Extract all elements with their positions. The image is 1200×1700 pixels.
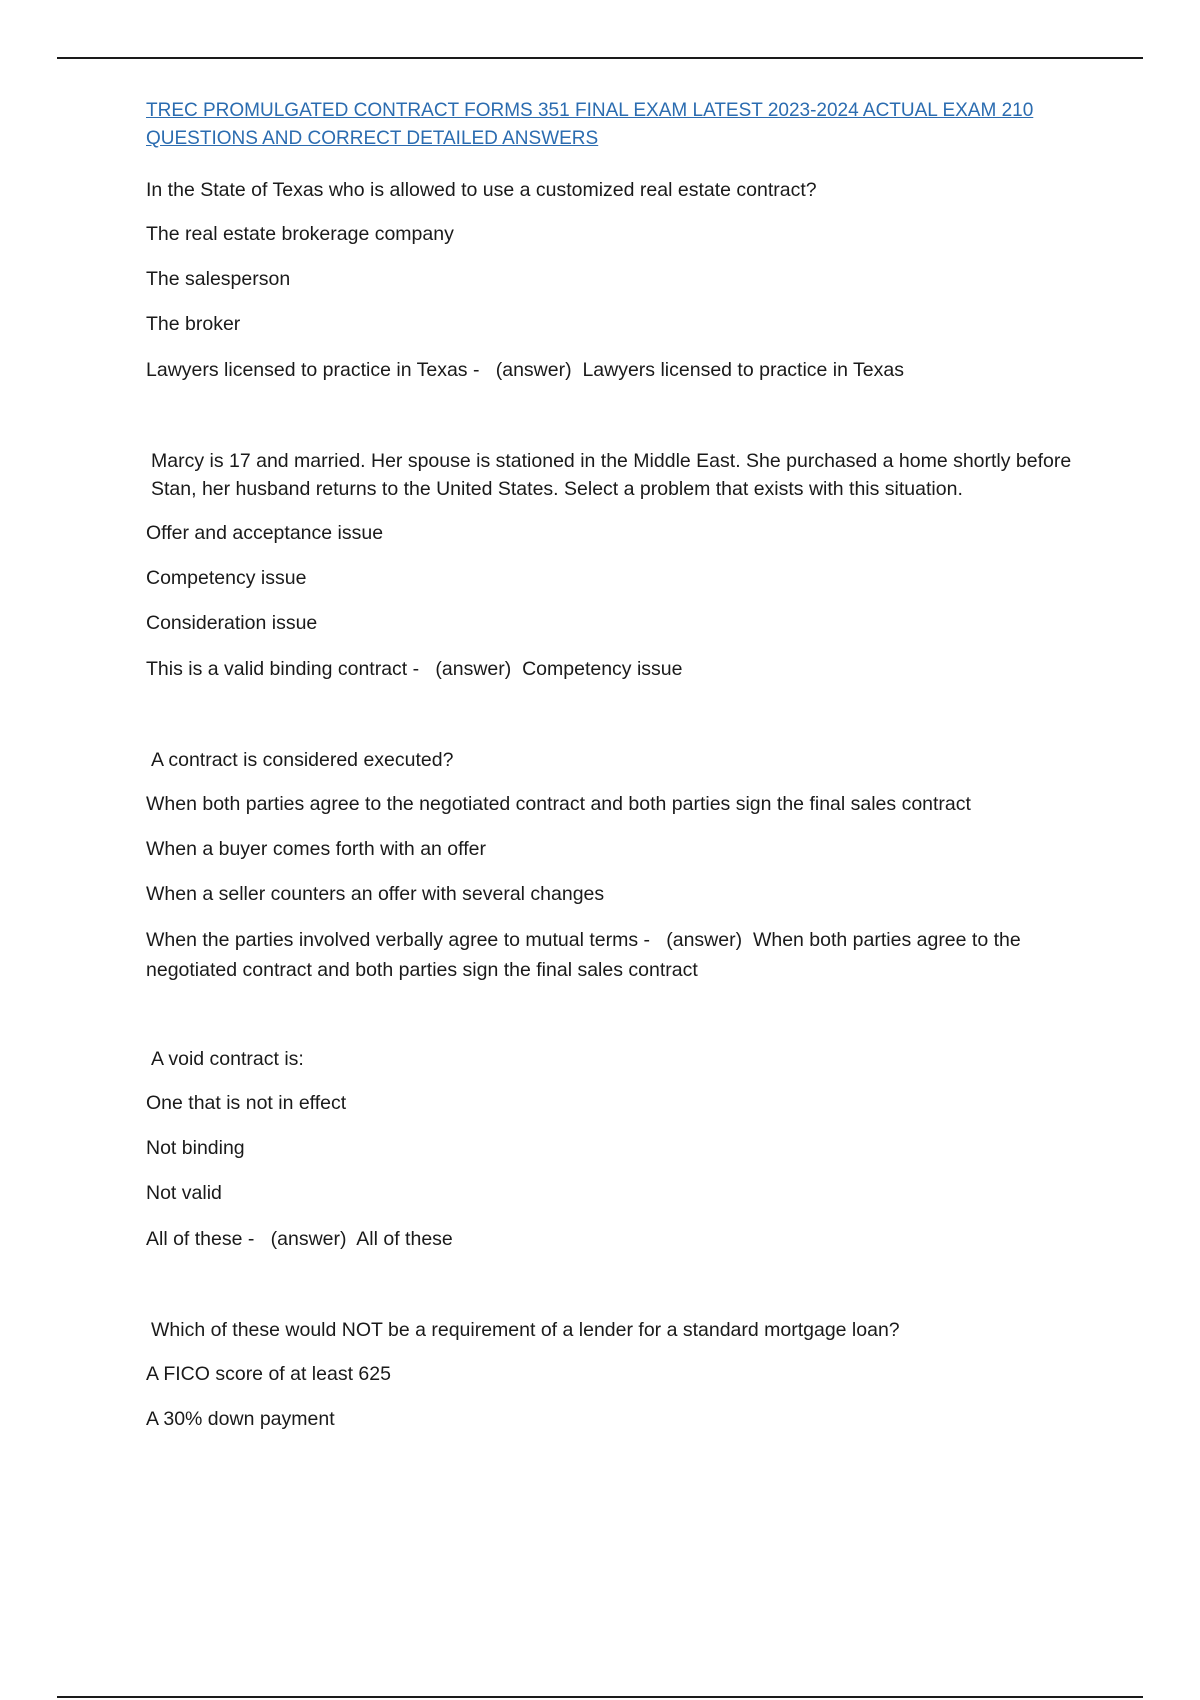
- option: When both parties agree to the negotiated contract and both parties sign the final sales contract: [146, 793, 971, 815]
- question-block: [146, 1316, 1076, 1433]
- option: A 30% down payment: [146, 1408, 335, 1430]
- correct-answer: All of these: [356, 1228, 453, 1250]
- option: One that is not in effect: [146, 1092, 347, 1114]
- option: When a buyer comes forth with an offer: [146, 838, 486, 860]
- option: The broker: [146, 313, 241, 335]
- option: The salesperson: [146, 268, 291, 290]
- answer-line: [146, 1224, 1076, 1254]
- top-rule: [57, 57, 1143, 59]
- bottom-rule: [57, 1696, 1143, 1698]
- answer-line: [146, 925, 1076, 985]
- correct-answer: Competency issue: [522, 658, 683, 680]
- answer-tag: (answer): [435, 658, 512, 680]
- correct-answer: When both parties agree to the negotiated contract and both parties sign the final sales contract: [146, 929, 1021, 981]
- option: A FICO score of at least 625: [146, 1363, 391, 1385]
- answer-tag: (answer): [666, 929, 743, 951]
- option: Not valid: [146, 1182, 222, 1204]
- answer-line: [146, 654, 1076, 684]
- document-body: [146, 97, 1076, 1494]
- question-text: A contract is considered executed?: [151, 749, 454, 771]
- question-text: Marcy is 17 and married. Her spouse is stationed in the Middle East. She purchased a home shortly before Stan, her husband returns to the United States. Select a problem that exists with this situation.: [151, 450, 1072, 500]
- question-block: [146, 746, 1076, 985]
- question-block: [146, 447, 1076, 684]
- option: When a seller counters an offer with several changes: [146, 883, 605, 905]
- last-option: When the parties involved verbally agree to mutual terms -: [146, 929, 650, 951]
- option: Consideration issue: [146, 612, 318, 634]
- correct-answer: Lawyers licensed to practice in Texas: [582, 359, 904, 381]
- question-text: A void contract is:: [151, 1048, 304, 1070]
- last-option: All of these -: [146, 1228, 255, 1250]
- answer-tag: (answer): [495, 359, 572, 381]
- option: The real estate brokerage company: [146, 223, 454, 245]
- question-text: In the State of Texas who is allowed to use a customized real estate contract?: [146, 179, 817, 201]
- question-block: [146, 1045, 1076, 1254]
- option: Not binding: [146, 1137, 245, 1159]
- answer-tag: (answer): [270, 1228, 347, 1250]
- last-option: This is a valid binding contract -: [146, 658, 420, 680]
- document-title[interactable]: TREC PROMULGATED CONTRACT FORMS 351 FINAL EXAM LATEST 2023-2024 ACTUAL EXAM 210 QUESTIONS AND CORRECT DETAILED ANSWERS: [146, 100, 1034, 149]
- answer-line: [146, 355, 1076, 385]
- option: Competency issue: [146, 567, 307, 589]
- question-block: [146, 176, 1076, 385]
- last-option: Lawyers licensed to practice in Texas -: [146, 359, 480, 381]
- option: Offer and acceptance issue: [146, 522, 384, 544]
- question-text: Which of these would NOT be a requirement of a lender for a standard mortgage loan?: [151, 1319, 900, 1341]
